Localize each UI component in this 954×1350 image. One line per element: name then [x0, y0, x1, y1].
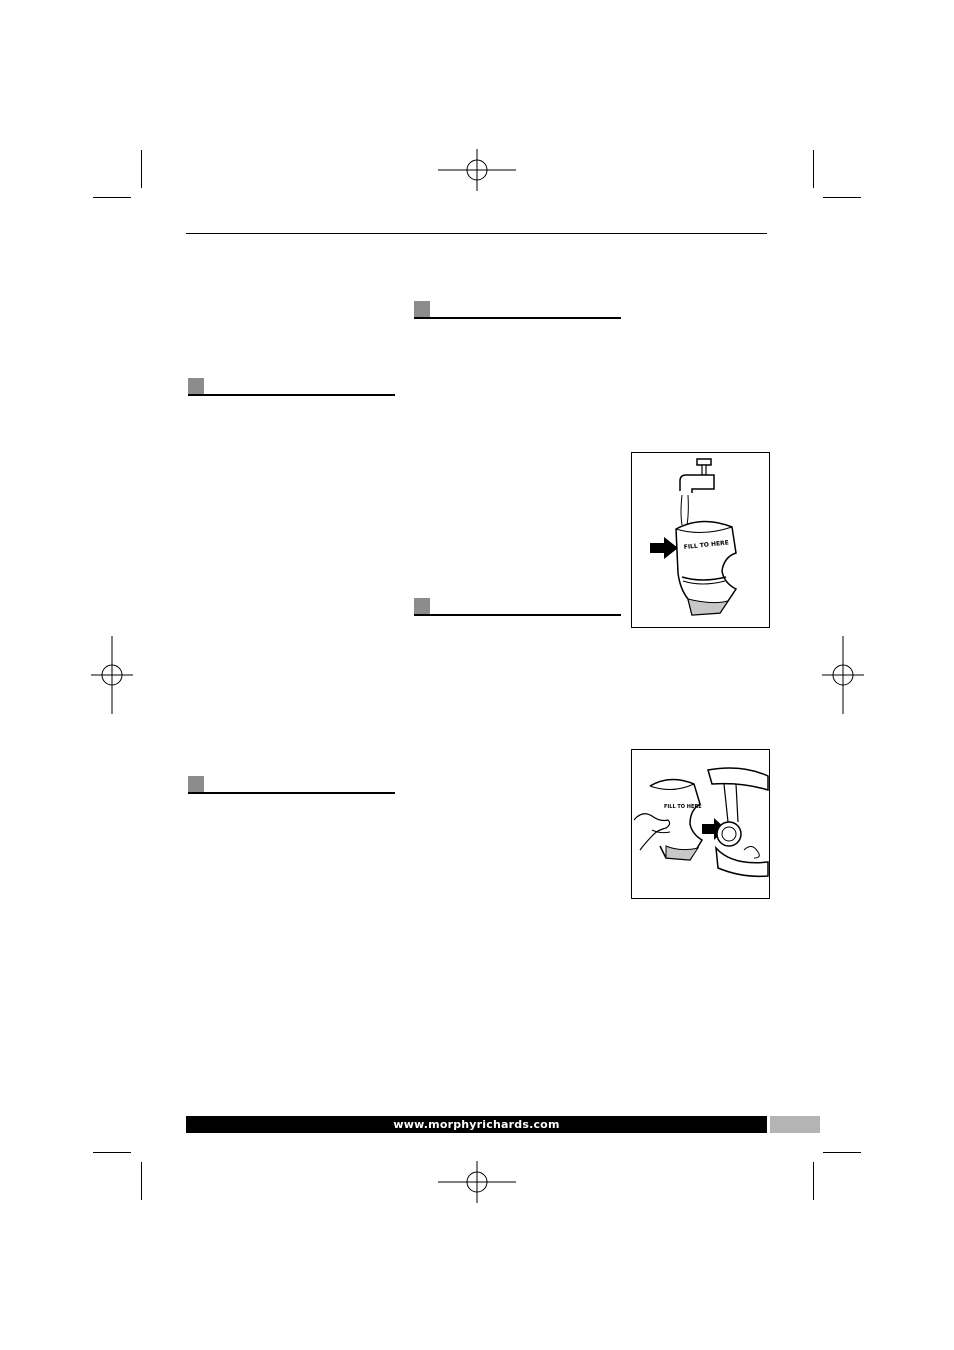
- header-rule: [186, 233, 767, 234]
- registration-mark-bottom: [438, 1143, 516, 1221]
- section-underline: [414, 614, 621, 616]
- section-header-left-2: [188, 776, 395, 794]
- crop-mark-top-left-v: [141, 150, 142, 188]
- section-marker: [414, 301, 430, 317]
- section-marker: [414, 598, 430, 614]
- figure-fill-tank: [631, 452, 770, 628]
- tap-filling-illustration: [632, 453, 769, 627]
- crop-mark-bottom-right-v: [813, 1162, 814, 1200]
- crop-mark-bottom-right-h: [823, 1152, 861, 1153]
- registration-mark-left: [73, 636, 151, 714]
- section-marker: [188, 378, 204, 394]
- section-underline: [188, 792, 395, 794]
- crop-mark-top-right-v: [813, 150, 814, 188]
- figure-insert-tank: [631, 749, 770, 899]
- tank-insertion-illustration: [632, 750, 769, 898]
- section-header-right-1: [414, 301, 621, 319]
- fill-to-here-label: FILL TO HERE: [683, 539, 730, 551]
- section-header-left-1: [188, 378, 395, 396]
- footer-website-bar: [186, 1116, 767, 1133]
- section-marker: [188, 776, 204, 792]
- crop-mark-top-left-h: [93, 197, 131, 198]
- section-underline: [188, 394, 395, 396]
- website-url: www.morphyrichards.com: [393, 1118, 560, 1131]
- crop-mark-bottom-left-v: [141, 1162, 142, 1200]
- fill-to-here-label-2: FILL TO HERE: [664, 804, 702, 810]
- registration-mark-top: [438, 131, 516, 209]
- crop-mark-top-right-h: [823, 197, 861, 198]
- section-header-right-2: [414, 598, 621, 616]
- registration-mark-right: [804, 636, 882, 714]
- page-number-tab: [770, 1116, 820, 1133]
- crop-mark-bottom-left-h: [93, 1152, 131, 1153]
- section-underline: [414, 317, 621, 319]
